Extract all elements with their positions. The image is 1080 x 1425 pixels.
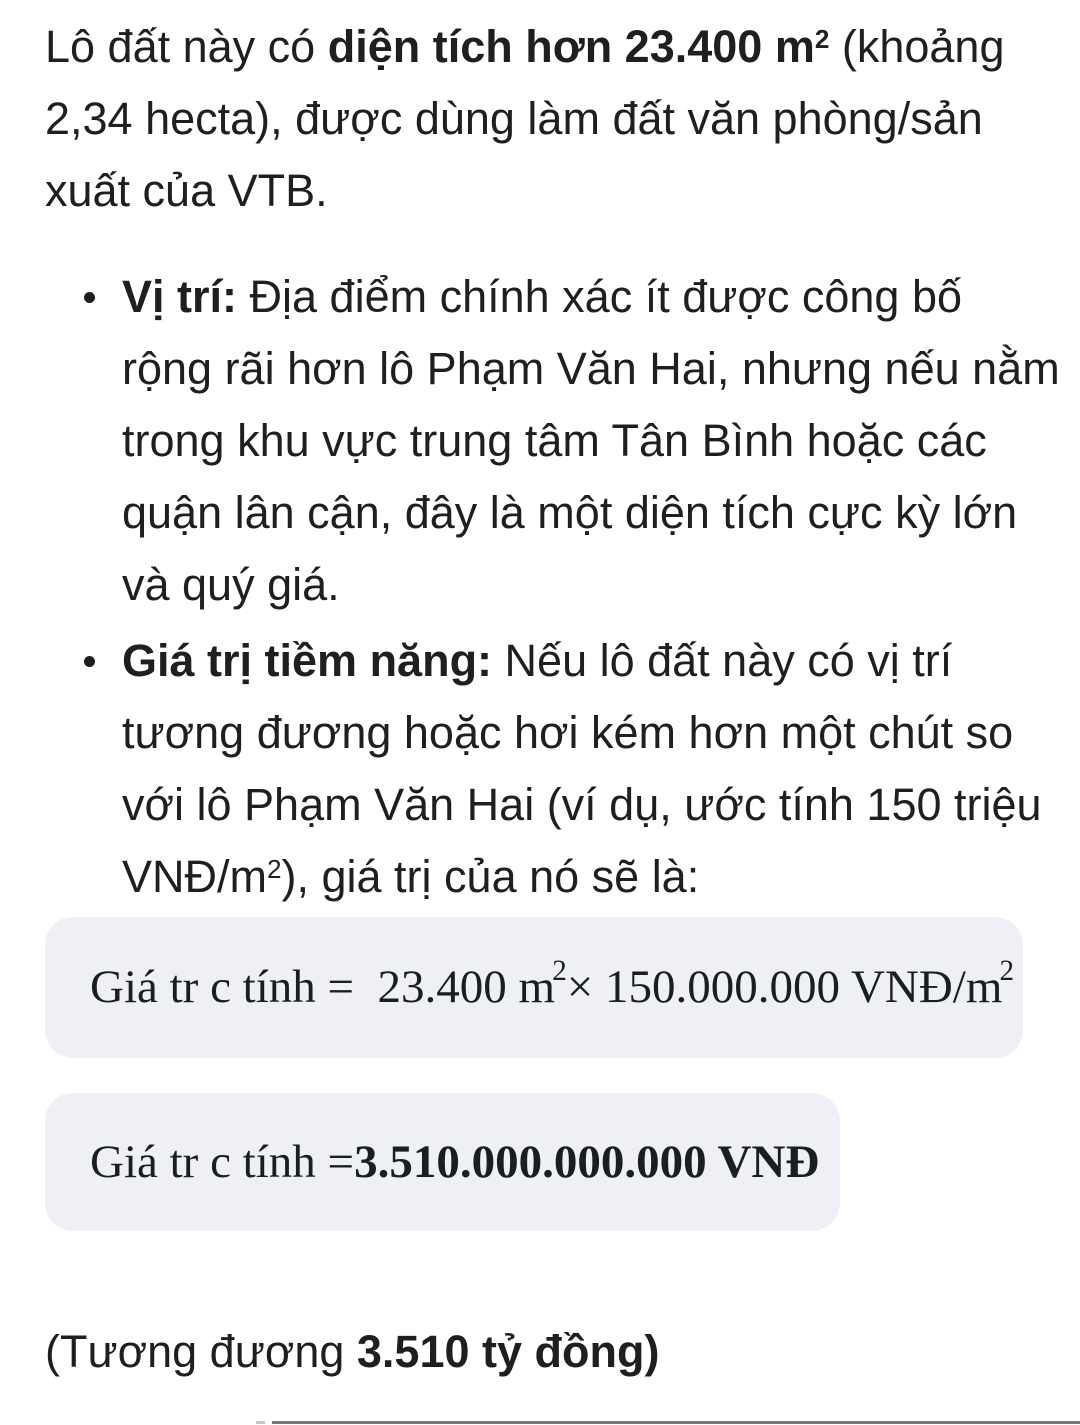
bullet-dot-icon — [84, 656, 95, 667]
formula-block-result: Giá tr c tính = 3.510.000.000.000 VNĐ — [45, 1093, 840, 1231]
bullet-item-potential-value — [45, 625, 1042, 913]
divider-fragment — [256, 1421, 265, 1424]
bullet-item-location — [45, 261, 1060, 621]
equivalent-value-note: (Tương đương 3.510 tỷ đồng) — [45, 1326, 660, 1377]
formula-block-calculation: Giá tr c tính = 23.400 m $^2$ × 150.000.000 VNĐ/m $^2$ — [45, 917, 1023, 1058]
bottom-divider — [272, 1421, 1080, 1424]
bullet-text-potential-value: Giá trị tiềm năng: Nếu lô đất này có vị trí tương đương hoặc hơi kém hơn một chút so với lô Phạm Văn Hai (ví dụ, ước tính 150 triệu VNĐ/$m^2$), giá trị của nó sẽ là: — [122, 635, 1042, 902]
bullet-list — [45, 261, 1060, 913]
bullet-dot-icon — [84, 292, 95, 303]
intro-paragraph: Lô đất này có diện tích hơn 23.400 $m^2$ (khoảng 2,34 hecta), được dùng làm đất văn phòng/sản xuất của VTB. — [45, 21, 1005, 216]
bullet-text-location: Vị trí: Địa điểm chính xác ít được công bố rộng rãi hơn lô Phạm Văn Hai, nhưng nếu nằm trong khu vực trung tâm Tân Bình hoặc các quận lân cận, đây là một diện tích cực kỳ lớn và quý giá. — [122, 271, 1060, 610]
